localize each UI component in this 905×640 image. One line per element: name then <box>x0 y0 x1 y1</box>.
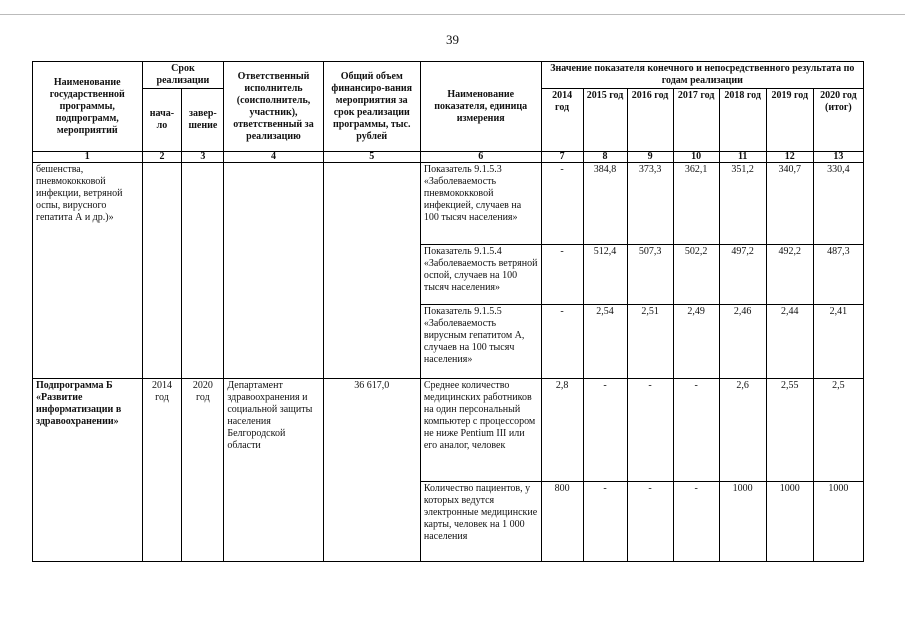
value-cell: 351,2 <box>719 163 766 245</box>
funding-cell: 36 617,0 <box>323 379 420 562</box>
end-cell <box>182 163 224 379</box>
value-cell: 2,54 <box>583 305 627 379</box>
column-number-row <box>33 152 864 163</box>
column-number: 9 <box>627 152 673 163</box>
value-cell: 2,5 <box>813 379 863 482</box>
value-cell: 373,3 <box>627 163 673 245</box>
indicator-name: Показатель 9.1.5.3 «Заболеваемость пневмококковой инфекцией, случаев на 100 тысяч населения» <box>420 163 541 245</box>
end-cell: 2020 год <box>182 379 224 562</box>
value-cell: 507,3 <box>627 245 673 305</box>
value-cell: 2,55 <box>766 379 813 482</box>
executor-cell: Департамент здравоохранения и социальной защиты населения Белгородской области <box>224 379 323 562</box>
value-cell: - <box>673 379 719 482</box>
indicator-name: Количество пациентов, у которых ведутся электронные медицинские карты, человек на 1 000 населения <box>420 482 541 562</box>
value-cell: 2,8 <box>541 379 583 482</box>
indicator-name: Показатель 9.1.5.5 «Заболеваемость вирусным гепатитом А, случаев на 100 тысяч населения» <box>420 305 541 379</box>
header-year: 2014 год <box>541 89 583 152</box>
value-cell: - <box>583 379 627 482</box>
value-cell: 512,4 <box>583 245 627 305</box>
value-cell: 497,2 <box>719 245 766 305</box>
header-executor: Ответственный исполнитель (соисполнитель, участник), ответственный за реализацию <box>224 62 323 152</box>
value-cell: 1000 <box>766 482 813 562</box>
header-name: Наименование государственной программы, подпрограмм, мероприятий <box>33 62 143 152</box>
column-number: 1 <box>33 152 143 163</box>
header-start: нача-ло <box>142 89 182 152</box>
value-cell: 340,7 <box>766 163 813 245</box>
column-number: 4 <box>224 152 323 163</box>
value-cell: 2,49 <box>673 305 719 379</box>
column-number: 2 <box>142 152 182 163</box>
value-cell: - <box>673 482 719 562</box>
top-border <box>0 0 905 15</box>
executor-cell <box>224 163 323 379</box>
column-number: 5 <box>323 152 420 163</box>
value-cell: 330,4 <box>813 163 863 245</box>
value-cell: 487,3 <box>813 245 863 305</box>
value-cell: - <box>627 379 673 482</box>
value-cell: - <box>627 482 673 562</box>
value-cell: 800 <box>541 482 583 562</box>
column-number: 10 <box>673 152 719 163</box>
column-number: 8 <box>583 152 627 163</box>
value-cell: 492,2 <box>766 245 813 305</box>
value-cell: 502,2 <box>673 245 719 305</box>
value-cell: 2,41 <box>813 305 863 379</box>
header-values-group: Значение показателя конечного и непосредственного результата по годам реализации <box>541 62 863 89</box>
header-year: 2020 год (итог) <box>813 89 863 152</box>
table-row <box>33 379 864 482</box>
value-cell: 1000 <box>719 482 766 562</box>
header-end: завер-шение <box>182 89 224 152</box>
indicator-name: Среднее количество медицинских работников на один персональный компьютер с процессором не ниже Pentium III или его аналог, человек <box>420 379 541 482</box>
header-year: 2017 год <box>673 89 719 152</box>
measure-name: бешенства, пневмококковой инфекции, ветряной оспы, вирусного гепатита А и др.)» <box>33 163 143 379</box>
header-indicator: Наименование показателя, единица измерения <box>420 62 541 152</box>
value-cell: 362,1 <box>673 163 719 245</box>
header-year: 2018 год <box>719 89 766 152</box>
column-number: 11 <box>719 152 766 163</box>
start-cell: 2014 год <box>142 379 182 562</box>
subprogram-name: Подпрограмма Б «Развитие информатизации в здравоохранении» <box>33 379 143 562</box>
page-number: 39 <box>446 32 459 47</box>
value-cell: 2,44 <box>766 305 813 379</box>
value-cell: - <box>541 163 583 245</box>
value-cell: 2,46 <box>719 305 766 379</box>
value-cell: 2,51 <box>627 305 673 379</box>
column-number: 3 <box>182 152 224 163</box>
value-cell: - <box>541 245 583 305</box>
funding-cell <box>323 163 420 379</box>
start-cell <box>142 163 182 379</box>
column-number: 6 <box>420 152 541 163</box>
indicator-name: Показатель 9.1.5.4 «Заболеваемость ветряной оспой, случаев на 100 тысяч населения» <box>420 245 541 305</box>
header-year: 2015 год <box>583 89 627 152</box>
header-funding: Общий объем финансиро-вания мероприятия за срок реализации программы, тыс. рублей <box>323 62 420 152</box>
column-number: 12 <box>766 152 813 163</box>
value-cell: 2,6 <box>719 379 766 482</box>
column-number: 13 <box>813 152 863 163</box>
value-cell: 384,8 <box>583 163 627 245</box>
column-number: 7 <box>541 152 583 163</box>
program-table <box>32 61 864 562</box>
value-cell: - <box>541 305 583 379</box>
header-year: 2016 год <box>627 89 673 152</box>
table-row <box>33 163 864 245</box>
value-cell: - <box>583 482 627 562</box>
header-year: 2019 год <box>766 89 813 152</box>
header-term: Срок реализации <box>142 62 224 89</box>
value-cell: 1000 <box>813 482 863 562</box>
